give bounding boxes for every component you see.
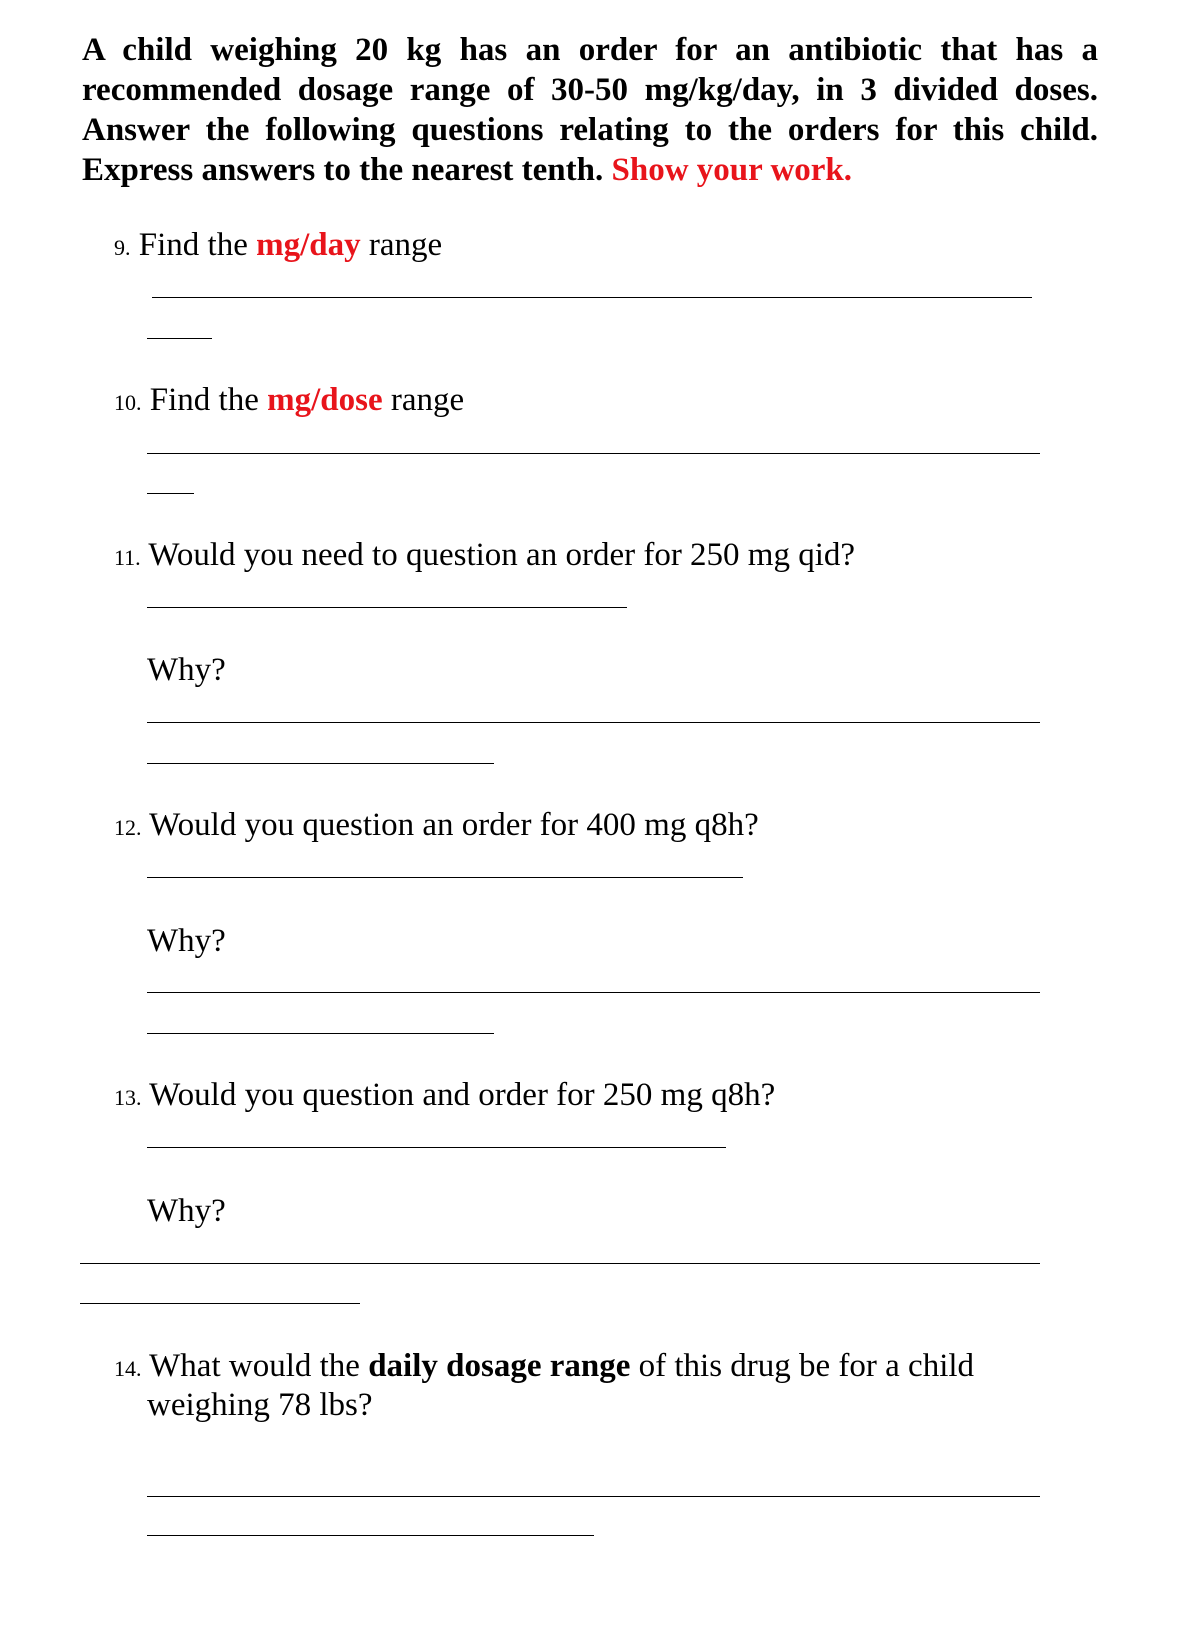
why-line-13a[interactable]	[80, 1263, 1040, 1264]
question-14	[114, 1346, 974, 1389]
question-text-before: What would the	[149, 1348, 360, 1384]
question-13	[114, 1075, 775, 1118]
why-line-11a[interactable]	[147, 722, 1040, 723]
question-highlight: mg/dose	[267, 382, 383, 418]
question-number: 10.	[114, 390, 142, 415]
question-bold-phrase: daily dosage range	[368, 1348, 631, 1384]
why-line-11b[interactable]	[147, 763, 494, 764]
answer-line-12[interactable]	[147, 877, 743, 878]
question-text-after: range	[368, 227, 443, 263]
answer-line-10a[interactable]	[147, 453, 1040, 454]
why-line-13b[interactable]	[80, 1303, 360, 1304]
question-text: Would you question and order for 250 mg q8h?	[149, 1077, 776, 1113]
question-number: 14.	[114, 1356, 142, 1381]
question-14-line2: weighing 78 lbs?	[147, 1387, 373, 1423]
instructions-paragraph	[82, 30, 1098, 190]
question-text-after: of this drug be for a child	[638, 1348, 975, 1384]
question-text-after: range	[390, 382, 465, 418]
why-label-13: Why?	[147, 1193, 226, 1229]
question-text-before: Find the	[149, 382, 259, 418]
answer-line-10b[interactable]	[147, 493, 194, 494]
question-9	[114, 225, 442, 268]
question-text-before: Find the	[138, 227, 248, 263]
answer-line-9a[interactable]	[152, 297, 1032, 298]
question-11	[114, 535, 855, 578]
question-number: 11.	[114, 545, 141, 570]
question-12	[114, 805, 759, 848]
instructions-text: A child weighing 20 kg has an order for an antibiotic that has a recommended dosage range of 30-50 mg/kg/day, in 3 divided doses. Answer the following questions relating to the orders for this child. Express answers to the nearest tenth.	[82, 32, 1098, 188]
why-line-12a[interactable]	[147, 992, 1040, 993]
question-number: 9.	[114, 235, 131, 260]
why-label-12: Why?	[147, 923, 226, 959]
question-text: Would you need to question an order for 250 mg qid?	[148, 537, 856, 573]
why-label-11: Why?	[147, 652, 226, 688]
question-text: Would you question an order for 400 mg q8h?	[149, 807, 759, 843]
answer-line-11[interactable]	[147, 607, 627, 608]
question-10	[114, 380, 464, 423]
question-number: 12.	[114, 815, 142, 840]
answer-line-9b[interactable]	[147, 338, 212, 339]
answer-line-14a[interactable]	[147, 1496, 1040, 1497]
question-number: 13.	[114, 1085, 142, 1110]
why-line-12b[interactable]	[147, 1033, 494, 1034]
question-highlight: mg/day	[256, 227, 361, 263]
answer-line-13[interactable]	[147, 1147, 726, 1148]
show-work-emphasis: Show your work.	[611, 152, 853, 188]
answer-line-14b[interactable]	[147, 1535, 594, 1536]
